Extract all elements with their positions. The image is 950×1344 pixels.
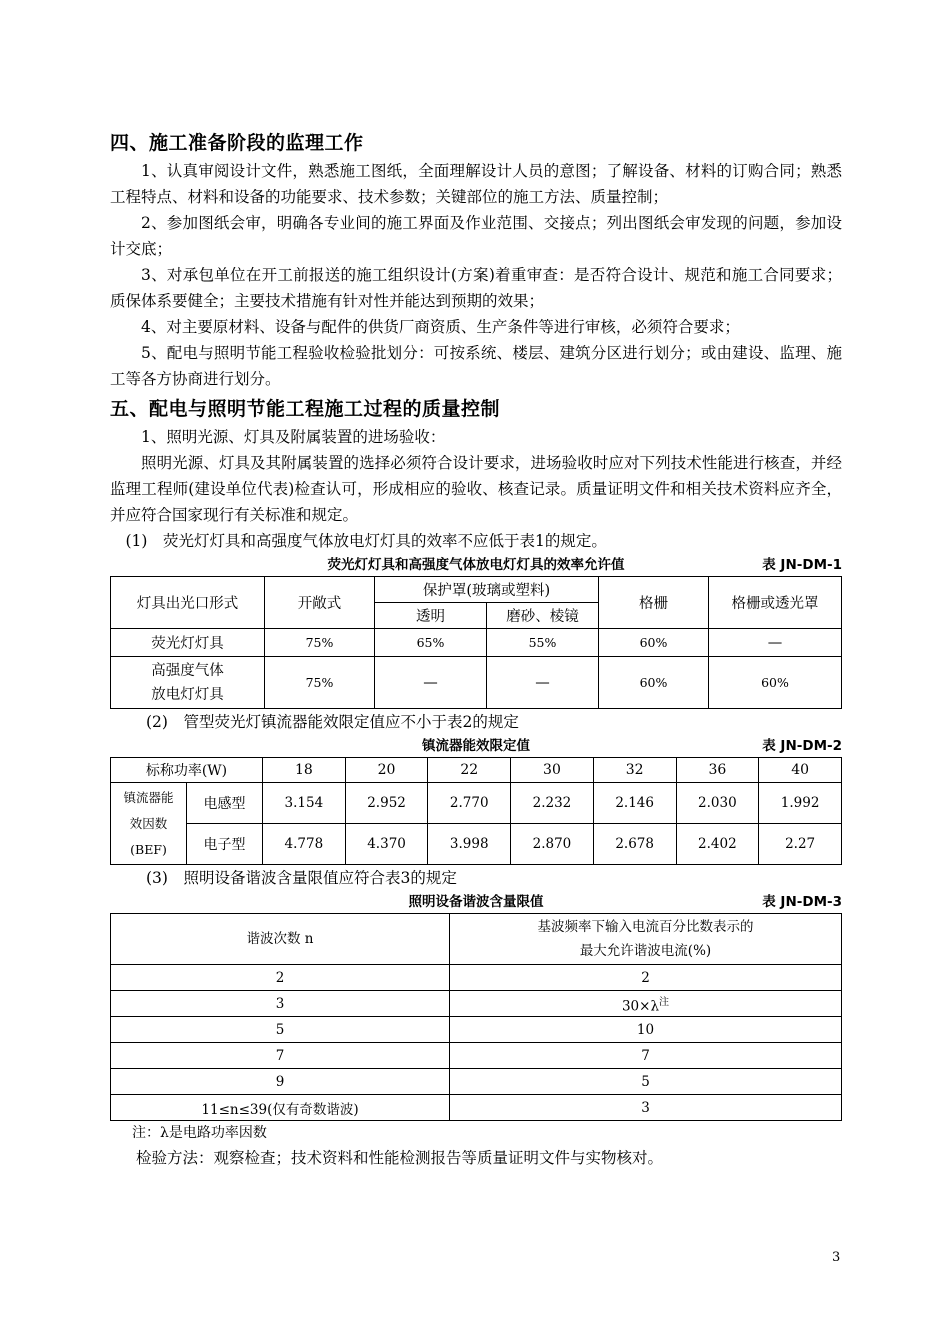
table2-value: 2.770 — [428, 783, 511, 824]
table2-power: 20 — [345, 758, 428, 783]
table2-value: 2.870 — [511, 824, 594, 865]
table2-power: 32 — [593, 758, 676, 783]
table-row — [111, 629, 842, 657]
table1-row1-grille: 60% — [599, 629, 709, 657]
section4-item-2: 2、参加图纸会审，明确各专业间的施工界面及作业范围、交接点；列出图纸会审发现的问题，参加设计交底； — [110, 214, 842, 258]
table-row — [111, 824, 842, 865]
table1-row2-open: 75% — [265, 657, 375, 709]
table-row — [111, 965, 842, 991]
table2 — [110, 757, 842, 865]
table3-limit: 5 — [450, 1069, 842, 1095]
table1-header-sub1: 透明 — [375, 603, 487, 629]
table2-value: 2.402 — [676, 824, 759, 865]
table1-row1-grille-cover: — — [709, 629, 842, 657]
section5-heading: 五、配电与照明节能工程施工过程的质量控制 — [110, 398, 501, 420]
table2-power-label: 标称功率(W) — [111, 758, 263, 783]
section4-item-1: 1、认真审阅设计文件，熟悉施工图纸，全面理解设计人员的意图；了解设备、材料的订购合同；熟悉工程特点、材料和设备的功能要求、技术参数；关键部位的施工方法、质量控制； — [110, 162, 842, 206]
table2-power: 36 — [676, 758, 759, 783]
table-row — [111, 1095, 842, 1121]
table1-row1-open: 75% — [265, 629, 375, 657]
table-row — [111, 657, 842, 709]
table3-title: 照明设备谐波含量限值 — [408, 894, 544, 910]
table2-value: 2.952 — [345, 783, 428, 824]
table3-note: 注：λ是电路功率因数 — [132, 1125, 267, 1141]
table1-row1-label: 荧光灯灯具 — [111, 629, 265, 657]
table3-note-mark: 注 — [659, 996, 670, 1008]
table3-header-right-line1: 基波频率下输入电流百分比数表示的 — [537, 919, 754, 935]
table2-value: 2.232 — [511, 783, 594, 824]
table-row — [111, 1069, 842, 1095]
table1-header-col2: 开敞式 — [265, 577, 375, 629]
section5-item-1: (1) 荧光灯灯具和高强度气体放电灯灯具的效率不应低于表1的规定。 — [125, 532, 607, 550]
table-row — [111, 1017, 842, 1043]
table2-type-electronic: 电子型 — [187, 824, 263, 865]
table1 — [110, 576, 842, 709]
table-row — [111, 1043, 842, 1069]
table2-value: 2.678 — [593, 824, 676, 865]
table1-row2-label-line2: 放电灯灯具 — [151, 686, 224, 703]
table3-order: 3 — [111, 991, 450, 1017]
table2-number: 表 JN-DM-2 — [762, 738, 842, 754]
table1-row2-label-line1: 高强度气体 — [151, 662, 224, 679]
table3-limit: 2 — [450, 965, 842, 991]
table1-title: 荧光灯灯具和高强度气体放电灯灯具的效率允许值 — [327, 557, 625, 573]
table3-limit: 3 — [450, 1095, 842, 1121]
table-row — [111, 991, 842, 1017]
table2-bef-line3: (BEF) — [130, 841, 167, 857]
table2-power: 30 — [511, 758, 594, 783]
table2-value: 1.992 — [759, 783, 842, 824]
section4-item-5: 5、配电与照明节能工程验收检验批划分：可按系统、楼层、建筑分区进行划分；或由建设、监理、施工等各方协商进行划分。 — [110, 344, 842, 388]
table2-bef-label — [111, 783, 187, 865]
table3-order: 9 — [111, 1069, 450, 1095]
table2-power: 18 — [263, 758, 346, 783]
table1-header-sub2: 磨砂、棱镜 — [487, 603, 599, 629]
table3-limit: 10 — [450, 1017, 842, 1043]
inspection-method: 检验方法：观察检查；技术资料和性能检测报告等质量证明文件与实物核对。 — [136, 1149, 664, 1167]
table1-header-col6: 格栅或透光罩 — [709, 577, 842, 629]
table2-value: 4.370 — [345, 824, 428, 865]
table2-value: 3.998 — [428, 824, 511, 865]
table2-power: 40 — [759, 758, 842, 783]
table1-row1-clear: 65% — [375, 629, 487, 657]
table2-value: 2.146 — [593, 783, 676, 824]
table2-power: 22 — [428, 758, 511, 783]
section5-item-2: (2) 管型荧光灯镇流器能效限定值应不小于表2的规定 — [146, 713, 519, 731]
table3-limit: 7 — [450, 1043, 842, 1069]
document-page — [110, 128, 842, 1171]
table3-limit: 30×λ — [621, 998, 660, 1015]
table2-caption — [110, 735, 842, 757]
table1-header-col1: 灯具出光口形式 — [111, 577, 265, 629]
table2-bef-line2: 效因数 — [129, 815, 168, 831]
section5-sub1: 1、照明光源、灯具及附属装置的进场验收： — [141, 428, 446, 446]
section4-item-4: 4、对主要原材料、设备与配件的供货厂商资质、生产条件等进行审核，必须符合要求； — [141, 318, 740, 336]
table3-order: 2 — [111, 965, 450, 991]
section4-item-3: 3、对承包单位在开工前报送的施工组织设计(方案)着重审查：是否符合设计、规范和施工合同要求；质保体系要健全；主要技术措施有针对性并能达到预期的效果； — [110, 266, 842, 310]
table2-value: 2.27 — [759, 824, 842, 865]
table2-value: 2.030 — [676, 783, 759, 824]
page-number: 3 — [832, 1250, 841, 1265]
table1-row2-grille: 60% — [599, 657, 709, 709]
table2-bef-line1: 镇流器能 — [123, 789, 174, 805]
table2-type-inductive: 电感型 — [187, 783, 263, 824]
table3-header-right — [450, 914, 842, 965]
table1-header-col5: 格栅 — [599, 577, 709, 629]
table1-number: 表 JN-DM-1 — [762, 557, 842, 573]
table2-title: 镇流器能效限定值 — [422, 738, 530, 754]
table3-number: 表 JN-DM-3 — [762, 894, 842, 910]
section5-paragraph: 照明光源、灯具及其附属装置的选择必须符合设计要求，进场验收时应对下列技术性能进行核查，并经监理工程师(建设单位代表)检查认可，形成相应的验收、核查记录。质量证明文件和相关技术资料应齐全，并应符合国家现行有关标准和规定。 — [110, 454, 842, 524]
table3-order: 11≤n≤39(仅有奇数谐波) — [111, 1095, 450, 1121]
table3-order: 5 — [111, 1017, 450, 1043]
table1-row2-frosted: — — [487, 657, 599, 709]
table2-value: 3.154 — [263, 783, 346, 824]
table3-header-left: 谐波次数 n — [111, 914, 450, 965]
table3 — [110, 913, 842, 1121]
table1-row1-frosted: 55% — [487, 629, 599, 657]
table2-value: 4.778 — [263, 824, 346, 865]
table1-row2-grille-cover: 60% — [709, 657, 842, 709]
table1-header-group: 保护罩(玻璃或塑料) — [375, 577, 599, 603]
section5-item-3: (3) 照明设备谐波含量限值应符合表3的规定 — [146, 869, 457, 887]
table1-caption — [110, 554, 842, 576]
table3-limit-cell — [450, 991, 842, 1017]
table1-row2-label — [111, 657, 265, 709]
table3-caption — [110, 891, 842, 913]
table3-header-right-line2: 最大允许谐波电流(%) — [579, 943, 712, 959]
section4-heading: 四、施工准备阶段的监理工作 — [110, 132, 364, 154]
table3-order: 7 — [111, 1043, 450, 1069]
table-row — [111, 783, 842, 824]
table1-row2-clear: — — [375, 657, 487, 709]
